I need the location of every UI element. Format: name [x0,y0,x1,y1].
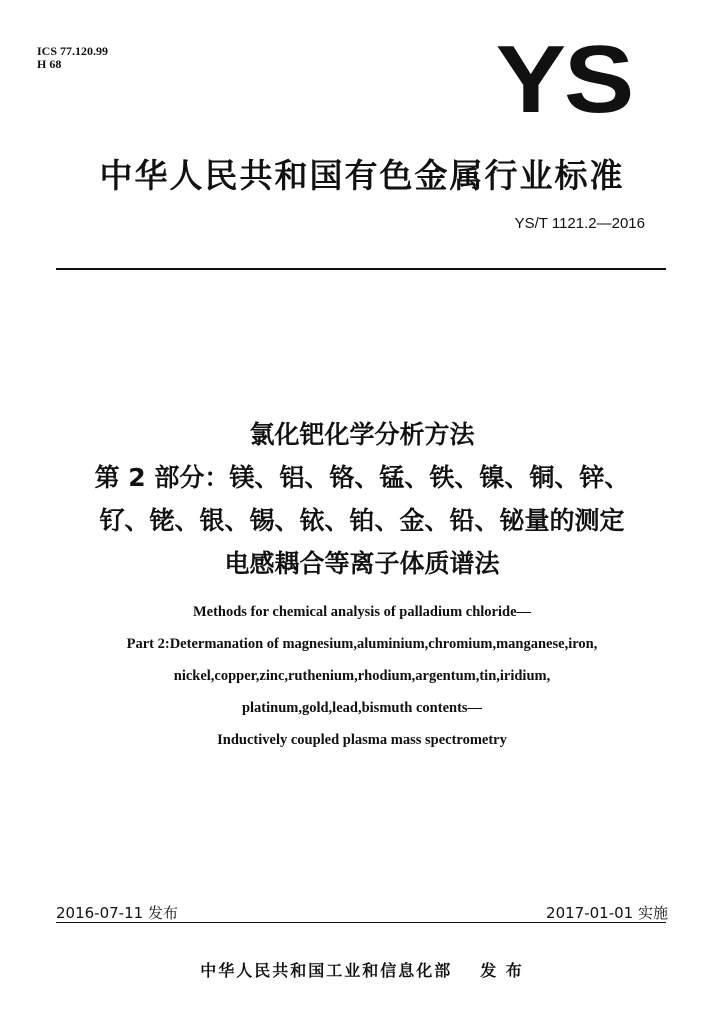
standard-name: 中华人民共和国有色金属行业标准 [99,156,625,195]
issuer-name: 中华人民共和国工业和信息化部 [200,961,453,980]
english-title-line: Inductively coupled plasma mass spectrometry [217,732,507,748]
chinese-title-line: 电感耦合等离子体质谱法 [224,549,500,578]
implement-date: 2017-01-01 实施 [546,904,668,922]
publish-date: 2016-07-11 发布 [56,904,178,922]
issue-label: 发 布 [480,961,524,980]
chinese-title-line: 钌、铑、银、锡、铱、铂、金、铅、铋量的测定 [99,506,625,535]
header-divider [56,268,666,270]
chinese-title-line: 第 2 部分：镁、铝、铬、锰、铁、镍、铜、锌、 [94,463,630,492]
class-code: H 68 [37,57,62,71]
english-title-line: nickel,copper,zinc,ruthenium,rhodium,argentum,tin,iridium, [173,668,551,684]
ics-block [37,45,108,71]
chinese-title [0,413,724,585]
english-title-line: Methods for chemical analysis of palladium chloride— [192,604,532,620]
english-title-line: platinum,gold,lead,bismuth contents— [241,700,483,716]
footer-divider [56,922,666,923]
chinese-title-line: 氯化钯化学分析方法 [249,420,475,449]
ys-logo [492,26,632,133]
ics-code: ICS 77.120.99 [37,44,109,58]
ys-logo-text: YS [495,26,632,133]
english-title [0,596,724,756]
issuer-line [0,958,724,981]
standard-code: YS/T 1121.2—2016 [514,215,645,232]
english-title-line: Part 2:Determanation of magnesium,aluminium,chromium,manganese,iron, [126,636,598,652]
